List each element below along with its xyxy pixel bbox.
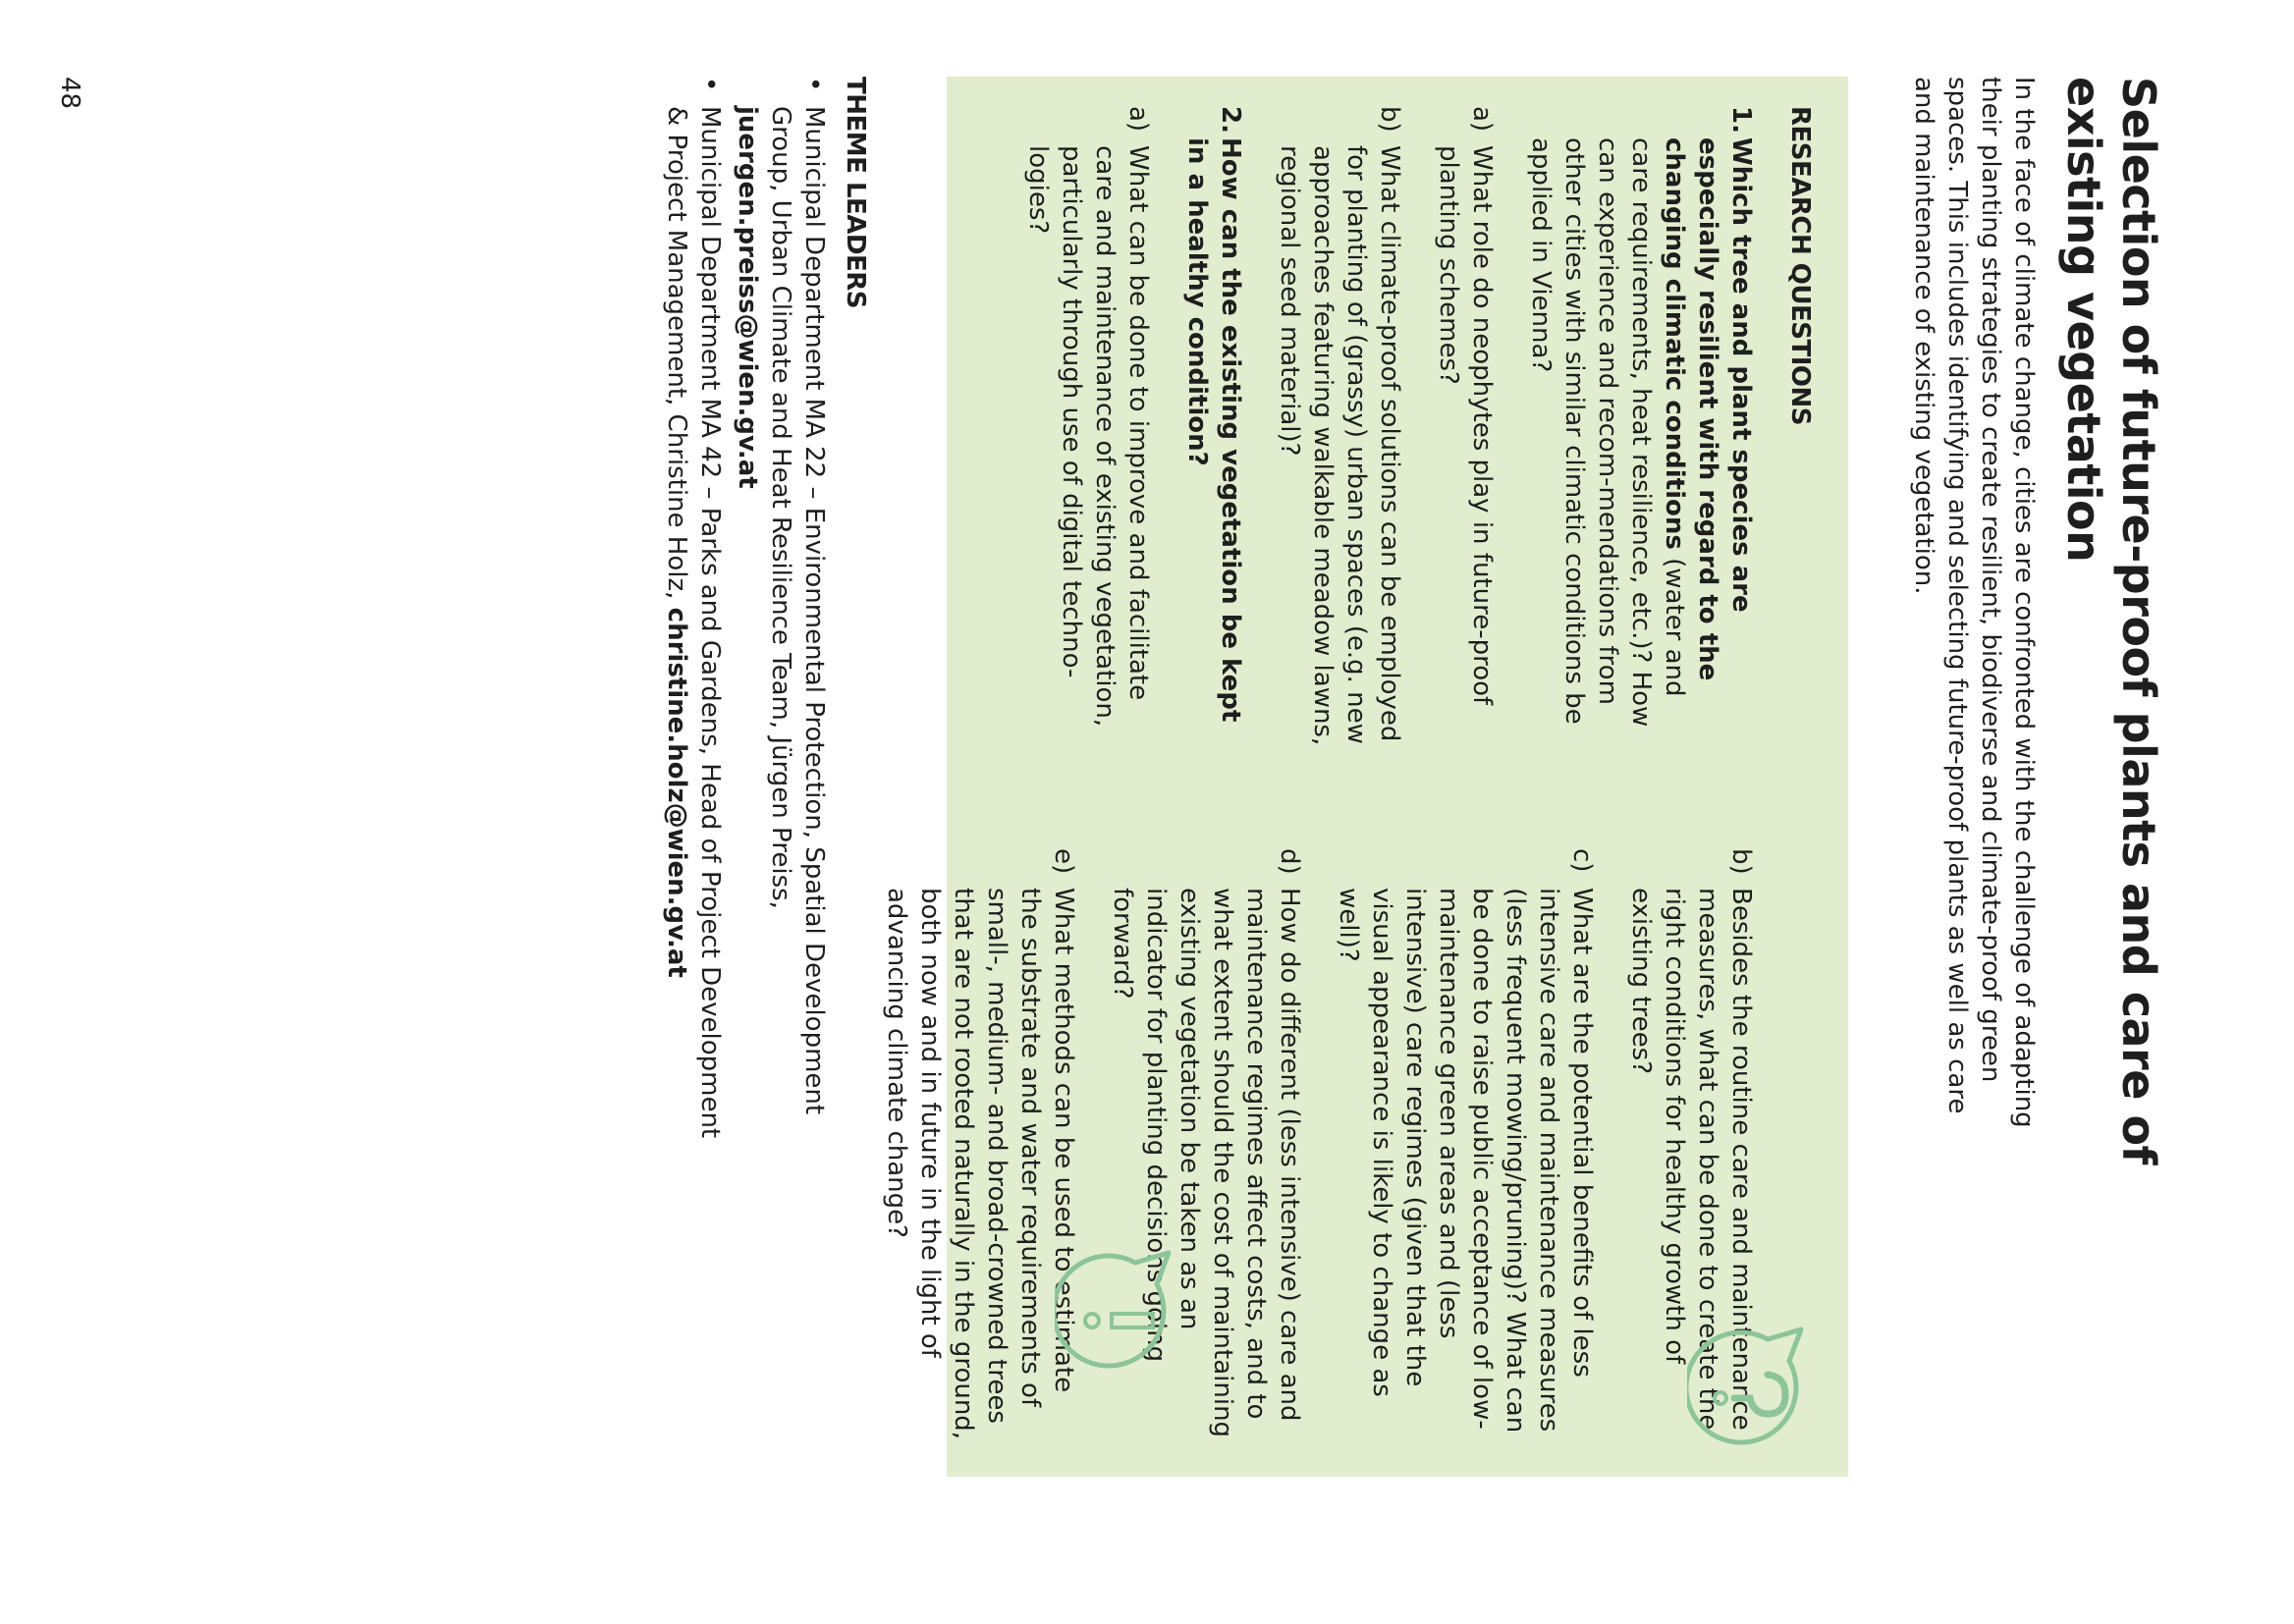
question-1b	[1273, 106, 1406, 756]
research-column-left	[996, 106, 1758, 756]
question-1	[1524, 106, 1758, 756]
bullet: •	[799, 77, 829, 92]
sub-label: c)	[1567, 848, 1597, 873]
sub-label: e)	[1049, 848, 1078, 875]
question-1a	[1432, 106, 1499, 756]
research-questions-heading: RESEARCH QUESTIONS	[1785, 106, 1815, 426]
question-2-bold: How can the existing vegetation be kept in a healthy condition?	[1182, 137, 1245, 723]
research-column-right	[854, 848, 1758, 1441]
sub-label: b)	[1726, 848, 1756, 875]
theme-leaders-heading: THEME LEADERS	[841, 77, 870, 308]
bullet: •	[695, 77, 725, 92]
sub-text: What can be done to improve and facilitate care and maintenance of existing vegetation, particularly through use of digital techno-logies?	[1023, 145, 1153, 728]
page-number: 48	[55, 77, 84, 110]
question-2a	[1021, 106, 1155, 756]
question-1-number: 1.	[1726, 106, 1756, 134]
sub-label: a)	[1467, 106, 1497, 133]
sub-label: d)	[1275, 848, 1304, 875]
sub-text: How do different (less intensive) care and maintenance regimes affect costs, and to what extent should the cost of maintaining existing vegetation be taken as an indicator for planting decisions going forward?	[1108, 888, 1304, 1438]
sub-text: What role do neophytes play in future-proof planting schemes?	[1434, 145, 1497, 706]
sub-text: What climate-proof solutions can be employed for planting of (grassy) urban spaces (e.g. new approaches featuring walkable meadow lawns, regional seed material)?	[1275, 145, 1404, 746]
question-1-bold: Which tree and plant species are especially resilient with regard to the changing climatic conditions	[1660, 137, 1756, 681]
list-item	[731, 77, 831, 1157]
sub-text: What methods can be used to estimate the substrate and water requirements of small-, medium- and broad-crowned trees that are not rooted naturally in the ground, both now and in future in the light of advancing climate change?	[882, 888, 1078, 1440]
sub-label: b)	[1375, 106, 1404, 133]
page-title: Selection of future-proof plants and care of existing vegetation	[2057, 77, 2165, 1165]
question-2e	[880, 848, 1080, 1441]
question-1-rest: (water and care requirements, heat resilience, etc.)? How can experience and recom-mendations from other cities with similar climatic conditions be applied in Vienna?	[1526, 137, 1689, 728]
leader-text: Municipal Department MA 22 – Environmental Protection, Spatial Development Group, Urban Climate and Heat Resilience Team, Jürgen Preiss,	[766, 106, 829, 1115]
leader-email-link[interactable]: christine.holz@wien.gv.at	[662, 607, 691, 978]
exclamation-speech-bubble-icon	[1055, 1239, 1192, 1377]
question-2-number: 2.	[1216, 106, 1245, 134]
leader-email-link[interactable]: juergen.preiss@wien.gv.at	[733, 106, 762, 489]
sub-text: Besides the routine care and maintenance measures, what can be done to create the right conditions for healthy growth of existing trees?	[1626, 888, 1756, 1431]
leader-text: Municipal Department MA 42 – Parks and Gardens, Head of Project Development & Project Management, Christine Holz,	[662, 106, 725, 1139]
intro-paragraph: In the face of climate change, cities are confronted with the challenge of adapting their planting strategies to create resilient, biodiverse and climate-proof green spaces. This includes identifying and selecting future-proof plants as well as care and maintenance of existing vegetation.	[1909, 77, 2039, 1128]
question-2	[1180, 106, 1247, 756]
question-2c	[1332, 848, 1599, 1441]
sub-text: What are the potential benefits of less intensive care and maintenance measures (less frequent mowing/pruning)? What can be done to raise public acceptance of low-maintenance green areas and (less intensive) care regimes (given that the visual appearance is likely to change as well)?	[1334, 888, 1597, 1434]
question-speech-bubble-icon	[1687, 1316, 1825, 1453]
theme-leaders-list	[656, 77, 831, 1157]
list-item	[660, 77, 727, 1157]
sub-label: a)	[1123, 106, 1153, 133]
